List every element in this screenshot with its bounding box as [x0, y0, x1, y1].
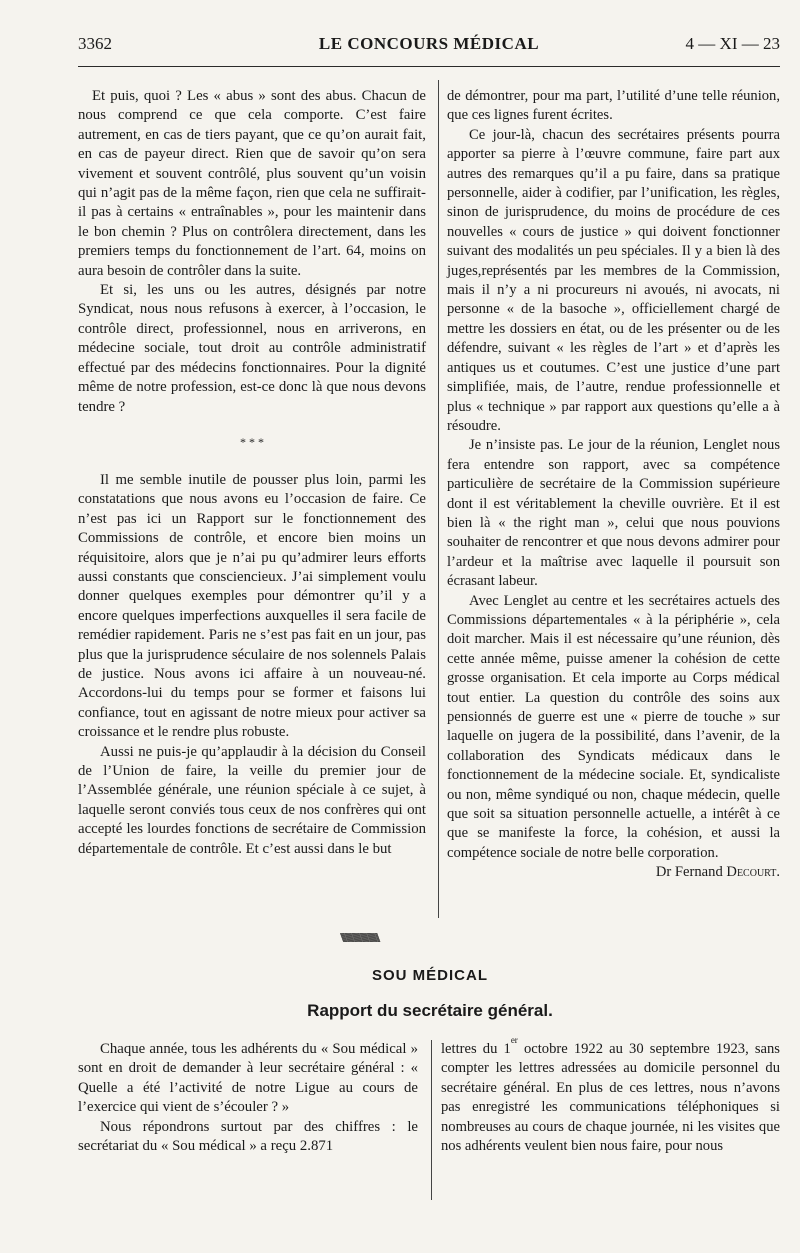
signature-name: Fernand [674, 864, 723, 881]
text-run: lettres du 1 [441, 1041, 511, 1057]
signature-surname: Decourt. [726, 864, 780, 881]
left-column [78, 87, 426, 859]
asterism: * * * [240, 434, 264, 449]
paragraph: Il me semble inutile de pousser plus loin, parmi les constatations que nous avons eu l’occasion de faire. Ce n’est pas ici un Rapport sur le fonctionnement des Commissions de contrôle, et encore bien moins un réquisitoire, alors que je n’ai pu qu’admirer leurs efforts aussi constants que consciencieux. J’ai simplement voulu donner quelques exemples pour démontrer qu’il y a encore quelques imperfections auxquelles il sera facile de remédier rapidement. Paris ne s’est pas fait en un jour, pas plus que la jurisprudence séculaire de nos solennels Palais de justice. Nous avons ici affaire à un nouveau-né. Accordons-lui du temps pour se former et faisons lui confiance, tout en agissant de notre mieux pour activer sa croissance et le rendre plus robuste. [78, 471, 426, 741]
bottom-right-column [441, 1035, 780, 1156]
header-rule [78, 66, 780, 67]
paragraph: Avec Lenglet au centre et les secrétaires actuels des Commissions départementales « à la périphérie », cela doit marcher. Mais il est nécessaire qu’une réunion, dès cette année même, puisse amener la cohésion de cette grosse organisation. Et cela importe au Corps médical tout entier. La question du contrôle des soins aux pensionnés de guerre est une « pierre de touche » sur laquelle on jugera de la possibilité, dans l’avenir, de la collaboration des Syndicats médicaux dans le fonctionnement de la médecine sociale. Et, syndicaliste ou non, même syndiqué ou non, chaque médecin, quelle que soit sa situation personnelle actuelle, a intérêt à ce que se manifeste la force, la cohésion, et aussi la compétence sociale de notre belle corporation. [447, 592, 780, 861]
paragraph: Chaque année, tous les adhérents du « Sou médical » sont en droit de demander à leur secrétaire général : « Quelle a été l’activité de notre Ligue au cours de l’exercice qui vient de s’écouler ? » [78, 1041, 418, 1116]
paragraph: Et puis, quoi ? Les « abus » sont des abus. Chacun de nous comprend ce que cela comporte. C’est faire autrement, en cas de tiers payant, que ce qu’on aurait fait, en cas de payeur direct. Rien que de savoir qu’on sera vivement et souvent contrôlé, plus souvent qu’un voisin qui n’agit pas de la même façon, rien que cela ne suffirait-il pas à certains « entraînables », pour les maintenir dans le bon chemin ? Plus on contrôlera directement, dans les premiers temps du fonctionnement de l’art. 64, moins on aura besoin de contrôler dans la suite. [78, 88, 426, 279]
right-column [447, 87, 780, 883]
text-run: octobre 1922 au 30 septembre 1923, sans compter les lettres adressées au domicile personnel du secrétaire général. En plus de ces lettres, nous n’avons pas enregistré les communications téléphoniques si nombreuses au cours de chaque journée, ni les visites que nos adhérents veulent bien nous faire, pour nous [441, 1041, 780, 1155]
journal-title: LE CONCOURS MÉDICAL [318, 34, 540, 53]
page-number: 3362 [78, 34, 112, 53]
report-title: Rapport du secrétaire général. [307, 1001, 553, 1020]
page-header [78, 34, 780, 60]
column-divider-bottom [431, 1040, 432, 1200]
bottom-left-column [78, 1040, 418, 1156]
superscript: er [510, 1035, 518, 1045]
paragraph [441, 1035, 780, 1156]
paragraph: Je n’insiste pas. Le jour de la réunion, Lenglet nous fera entendre son rapport, avec sa compétence particulière de secrétaire de la Commission supérieure dont il est véritablement la cheville ouvrière. Et il est bien là « the right man », celui que nous pouvions souhaiter de rencontrer et que nous devons admirer pour l’ardeur et la maîtrise avec laquelle il poursuit son écrasant labeur. [447, 437, 780, 590]
issue-date: 4 — XI — 23 [685, 34, 780, 53]
paragraph: Nous répondrons surtout par des chiffres : le secrétariat du « Sou médical » a reçu 2.871 [78, 1118, 418, 1155]
signature [447, 863, 780, 882]
paragraph: Ce jour-là, chacun des secrétaires présents pourra apporter sa pierre à l’œuvre commune, faire part aux autres des remarques qu’il a pu faire, dans sa pratique personnelle, aider à codifier, par l’unification, les règles, sinon de jurisprudence, du moins de procédure de ces nouvelles « cours de justice » qui doivent fonctionner suivant des modalités un peu spéciales. Il y a bien là des juges,représentés par les membres de la Commission, mais il n’y a ni procureurs ni avoués, ni avocats, ni personne « de la basoche », officiellement chargé de mettre les dossiers en état, ou de les présenter ou de les défendre, suivant « les règles de l’art » et d’après les antiques us et coutumes. C’est une justice d’une part simplifiée, mais, de l’autre, rendue professionnelle et plus « technique » par rapport aux questions qu’elle a à résoudre. [447, 126, 780, 434]
paragraph: Aussi ne puis-je qu’applaudir à la décision du Conseil de l’Union de faire, la veille du premier jour de l’Assemblée générale, une réunion spéciale à ce sujet, à laquelle seront conviés tous ceux de nos confrères qui ont accepté les lourdes fonctions de secrétaire de Commission départementale de contrôle. Et c’est aussi dans le but [78, 743, 426, 857]
paragraph: Et si, les uns ou les autres, désignés par notre Syndicat, nous nous refusons à exercer, à l’occasion, le contrôle direct, professionnel, nous en arriverons, en médecine sociale, tout droit au contrôle administratif effectué par des médecins fonctionnaires. Pour la dignité même de notre profession, est-ce donc là que nous devons tendre ? [78, 282, 426, 415]
section-ornament: \\\\\\\\\\\\\\\\\\\\\\\\\\\\\\\\\\\\\\\\\\ [340, 931, 378, 946]
section-title: SOU MÉDICAL [372, 967, 488, 984]
column-divider [438, 80, 439, 918]
paragraph: de démontrer, pour ma part, l’utilité d’une telle réunion, que ces lignes furent écrites. [447, 88, 780, 124]
signature-prefix: Dr [655, 864, 672, 881]
